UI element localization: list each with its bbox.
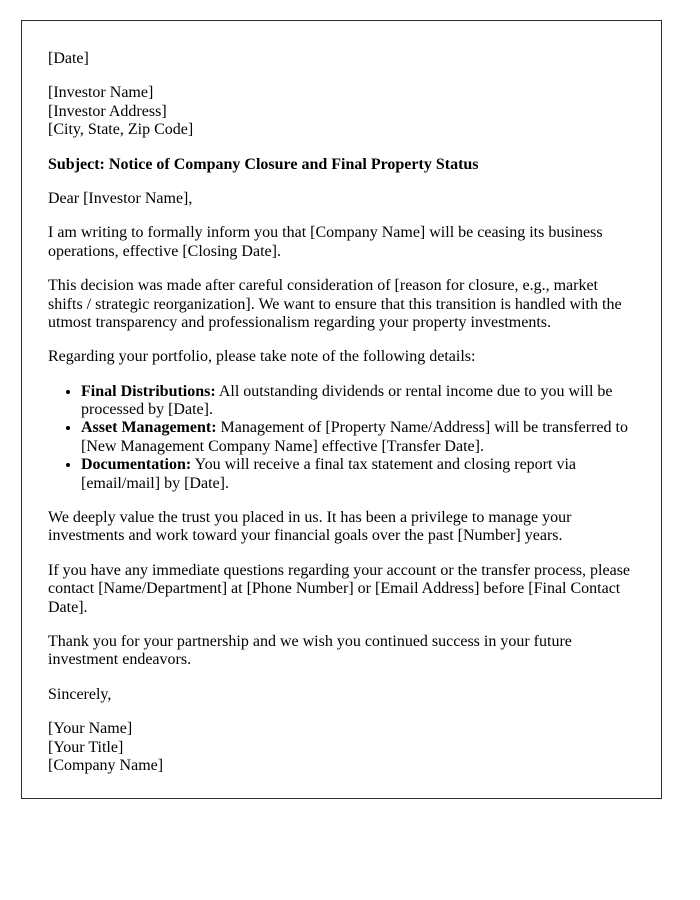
recipient-block xyxy=(48,84,635,139)
date-line: [Date] xyxy=(48,50,89,67)
paragraph-value: We deeply value the trust you placed in us. It has been a privilege to manage your investments and work toward your financial goals over the past [Number] years. xyxy=(48,509,572,545)
bullet-documentation xyxy=(81,456,635,493)
salutation: Dear [Investor Name], xyxy=(48,189,193,207)
bullet-label: Asset Management: xyxy=(81,419,217,437)
paragraph-questions: If you have any immediate questions regarding your account or the transfer process, please contact [Name/Department] at [Phone Number] or [Email Address] before [Final Contact Date]. xyxy=(48,561,631,616)
signature-company: [Company Name] xyxy=(48,756,164,774)
portfolio-details-list xyxy=(48,383,635,493)
paragraph-thanks: Thank you for your partnership and we wish you continued success in your future investment endeavors. xyxy=(48,632,572,669)
closing-line: Sincerely, xyxy=(48,685,112,703)
signature-block xyxy=(48,720,635,775)
bullet-text: You will receive a final tax statement and closing report via [email/mail] by [Date]. xyxy=(81,456,576,492)
recipient-city-state-zip: [City, State, Zip Code] xyxy=(48,121,194,139)
bullet-text: All outstanding dividends or rental income due to you will be processed by [Date]. xyxy=(81,382,613,419)
recipient-name: [Investor Name] xyxy=(48,84,154,102)
recipient-address: [Investor Address] xyxy=(48,102,167,120)
bullet-final-distributions xyxy=(81,383,635,420)
bullet-label: Documentation: xyxy=(81,456,192,474)
paragraph-portfolio-lead: Regarding your portfolio, please take note of the following details: xyxy=(48,348,476,366)
bullet-text: Management of [Property Name/Address] will be transferred to [New Management Company Name] effective [Transfer Date]. xyxy=(81,419,628,455)
bullet-asset-management xyxy=(81,419,635,456)
signature-title: [Your Title] xyxy=(48,738,124,756)
paragraph-intro: I am writing to formally inform you that [Company Name] will be ceasing its business operations, effective [Closing Date]. xyxy=(48,224,603,260)
bullet-label: Final Distributions: xyxy=(81,382,216,400)
subject-line: Subject: Notice of Company Closure and Final Property Status xyxy=(48,155,479,173)
signature-name: [Your Name] xyxy=(48,720,133,738)
paragraph-decision: This decision was made after careful consideration of [reason for closure, e.g., market shifts / strategic reorganization]. We want to ensure that this transition is handled with the utmost transparency and professionalism regarding your property investments. xyxy=(48,277,622,331)
letter-document xyxy=(21,20,662,799)
